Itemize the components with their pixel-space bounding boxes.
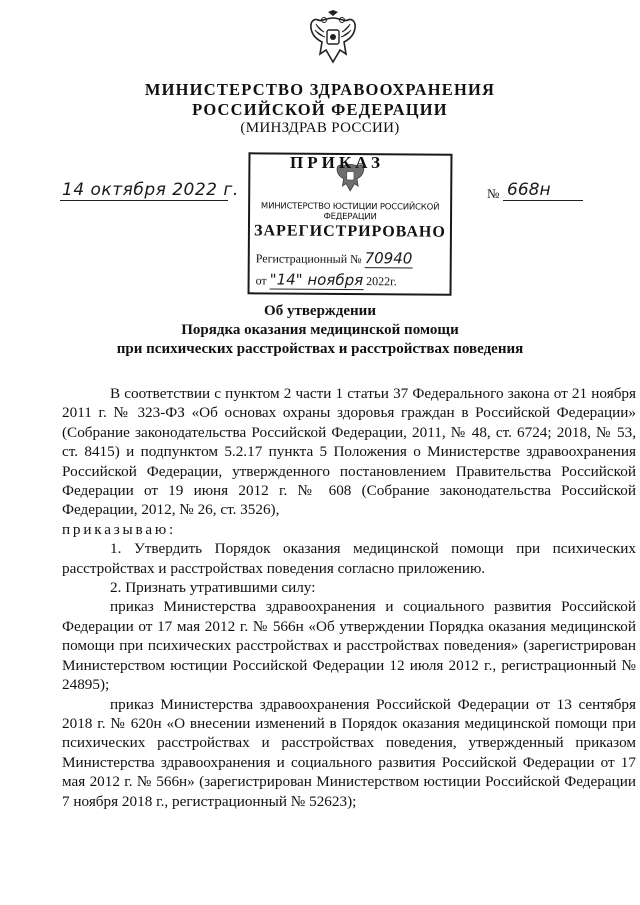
order-directive-word: приказываю: bbox=[62, 520, 177, 538]
title-line3: при психических расстройствах и расстройствах поведения bbox=[116, 341, 524, 357]
ministry-name-line2: РОССИЙСКОЙ ФЕДЕРАЦИИ bbox=[192, 100, 448, 119]
stamp-reg-date: "14" ноября bbox=[269, 270, 364, 290]
title-line2: Порядка оказания медицинской помощи bbox=[181, 322, 459, 338]
registration-stamp bbox=[248, 152, 453, 295]
stamp-from-label: от bbox=[255, 273, 267, 288]
order-directive bbox=[62, 520, 636, 539]
stamp-reg-number: 70940 bbox=[364, 249, 413, 268]
number-label: № bbox=[487, 186, 500, 201]
stamp-reg-line bbox=[256, 248, 413, 267]
stamp-reg-year: 2022г. bbox=[366, 274, 397, 289]
item-2: 2. Признать утратившими силу: bbox=[110, 579, 316, 597]
ministry-short-name: (МИНЗДРАВ РОССИИ) bbox=[240, 120, 400, 136]
preamble: В соответствии с пунктом 2 части 1 статьи 37 Федерального закона от 21 ноября 2011 г. № 323-ФЗ «Об основах охраны здоровья граждан в Российской Федерации» (Собрание законодательства Российской Федерации, 2011, № 48, ст. 6724; 2018, № 53, ст. 8415) и подпунктом 5.2.17 пункта 5 Положения о Министерстве здравоохранения Российской Федерации, утвержденного постановлением Правительства Российской Федерации от 19 июня 2012 г. № 608 (Собрание законодательства Российской Федерации, 2012, № 26, ст. 3526), bbox=[62, 385, 636, 519]
ministry-name-line1: МИНИСТЕРСТВО ЗДРАВООХРАНЕНИЯ bbox=[144, 80, 496, 99]
stamp-reg-label: Регистрационный № bbox=[255, 251, 362, 267]
number-underline bbox=[503, 200, 583, 201]
date-underline bbox=[60, 200, 228, 201]
document-body bbox=[62, 384, 636, 811]
order-number: 668н bbox=[507, 180, 551, 200]
item-1: 1. Утвердить Порядок оказания медицинской помощи при психических расстройствах и расстройствах поведения согласно приложению. bbox=[62, 540, 636, 577]
stamp-date-line bbox=[256, 270, 397, 289]
item-2-sub-1: приказ Министерства здравоохранения и социального развития Российской Федерации от 17 мая 2012 г. № 566н «Об утверждении Порядка оказания медицинской помощи при психических расстройствах и расстройствах поведения» (зарегистрирован Министерством юстиции Российской Федерации 12 июля 2012 г., регистрационный № 24895); bbox=[62, 598, 636, 694]
item-2-sub-2: приказ Министерства здравоохранения Российской Федерации от 13 сентября 2018 г. № 620н «О внесении изменений в Порядок оказания медицинской помощи при психических расстройствах и расстройствах поведения, утвержденный приказом Министерства здравоохранения и социального развития Российской Федерации от 17 мая 2012 г. № 566н» (зарегистрирован Министерством юстиции Российской Федерации 7 ноября 2018 г., регистрационный № 52623); bbox=[62, 695, 636, 810]
state-emblem-icon bbox=[308, 10, 358, 68]
stamp-ministry: МИНИСТЕРСТВО ЮСТИЦИИ РОССИЙСКОЙ ФЕДЕРАЦИИ bbox=[260, 201, 440, 223]
order-date: 14 октября 2022 г. bbox=[62, 180, 239, 200]
title-line1: Об утверждении bbox=[264, 303, 376, 319]
stamp-registered: ЗАРЕГИСТРИРОВАНО bbox=[254, 222, 446, 241]
order-word: ПРИКАЗ bbox=[290, 153, 384, 172]
